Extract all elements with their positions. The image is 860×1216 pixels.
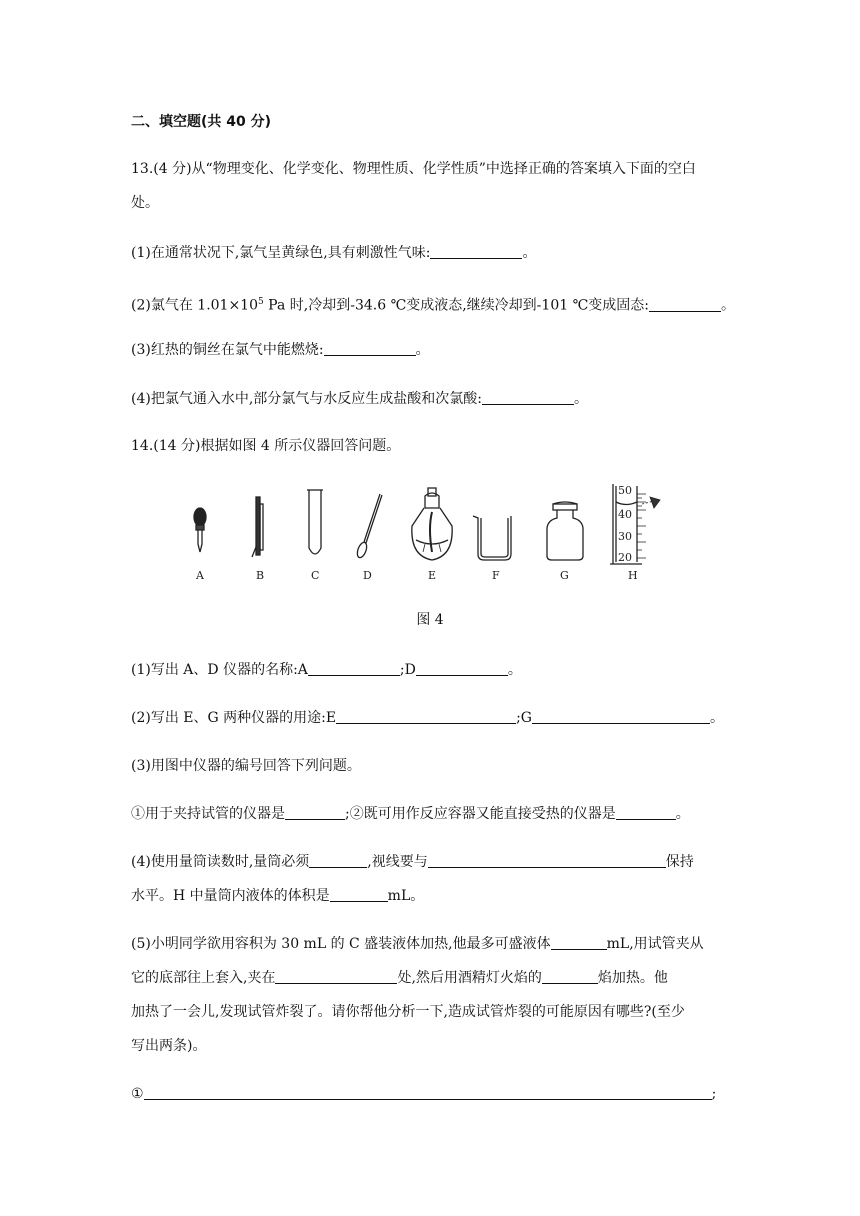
q14-part3-sub bbox=[131, 804, 690, 824]
q14-part2-text-e: (2)写出 E、G 两种仪器的用途:E bbox=[131, 710, 337, 726]
q14-part3-sub-a: ①用于夹持试管的仪器是 bbox=[131, 806, 285, 822]
test-tube-icon bbox=[307, 490, 323, 554]
figure-label: G bbox=[560, 569, 569, 582]
end-mark: 。 bbox=[507, 662, 522, 678]
q13-part2-text-b: Pa 时,冷却到-34.6 ℃变成液态,继续冷却到-101 ℃变成固态: bbox=[263, 297, 649, 314]
q14-part1-text-a: (1)写出 A、D 仪器的名称:A bbox=[131, 662, 308, 678]
q14-part5-line2-a: 它的底部往上套入,夹在 bbox=[131, 970, 276, 986]
q13-part4 bbox=[131, 389, 588, 409]
answer-blank[interactable] bbox=[616, 805, 676, 820]
q13-part4-text: (4)把氯气通入水中,部分氯气与水反应生成盐酸和次氯酸: bbox=[131, 391, 482, 407]
q14-part2-text-g: ;G bbox=[516, 710, 532, 726]
end-mark: 。 bbox=[720, 297, 735, 314]
answer-marker: ① bbox=[131, 1086, 144, 1102]
answer-blank[interactable] bbox=[430, 244, 522, 259]
q13-part3-text: (3)红热的铜丝在氯气中能燃烧: bbox=[131, 342, 324, 358]
q14-part5-text-a: (5)小明同学欲用容积为 30 mL 的 C 盛装液体加热,他最多可盛液体 bbox=[131, 936, 551, 952]
q14-part5-line1 bbox=[131, 934, 704, 954]
alcohol-lamp-icon bbox=[412, 488, 452, 560]
q13-part1 bbox=[131, 243, 536, 263]
answer-blank[interactable] bbox=[309, 853, 367, 868]
answer-blank[interactable] bbox=[330, 887, 388, 902]
q14-part4-text-a: (4)使用量筒读数时,量筒必须 bbox=[131, 854, 310, 870]
beaker-icon bbox=[473, 516, 511, 560]
answer-blank[interactable] bbox=[285, 805, 345, 820]
q14-part5-line4: 写出两条)。 bbox=[131, 1038, 207, 1054]
q14-stem: 14.(14 分)根据如图 4 所示仪器回答问题。 bbox=[131, 438, 401, 454]
figure-label: B bbox=[256, 569, 265, 582]
end-mark: 。 bbox=[709, 710, 724, 726]
figure-label: A bbox=[196, 569, 204, 582]
figure-label: H bbox=[628, 569, 638, 582]
figure-label: C bbox=[311, 569, 320, 582]
spatula-icon bbox=[356, 494, 382, 559]
figure-label: F bbox=[492, 569, 500, 582]
q14-part5-line2 bbox=[131, 968, 668, 988]
answer-blank[interactable] bbox=[649, 297, 721, 312]
q13-stem-line1: 13.(4 分)从“物理变化、化学变化、物理性质、化学性质”中选择正确的答案填入下面的空白 bbox=[131, 161, 696, 177]
figure-label: E bbox=[428, 569, 437, 582]
wide-mouth-bottle-icon bbox=[547, 502, 583, 560]
apparatus-figure bbox=[180, 482, 680, 592]
end-mark: 。 bbox=[522, 245, 537, 261]
q13-part2-text-a: (2)氯气在 1.01×10 bbox=[131, 297, 258, 314]
q14-answer-line-1 bbox=[131, 1084, 716, 1104]
q14-part2 bbox=[131, 708, 724, 728]
answer-blank[interactable] bbox=[275, 969, 397, 984]
answer-blank[interactable] bbox=[428, 853, 666, 868]
q14-part3-sub-b: ;②既可用作反应容器又能直接受热的仪器是 bbox=[345, 806, 616, 822]
end-mark: 。 bbox=[415, 342, 430, 358]
q14-part4-line2-b: mL。 bbox=[387, 888, 425, 904]
answer-blank[interactable] bbox=[144, 1085, 712, 1100]
q13-part2 bbox=[131, 292, 735, 316]
cylinder-tick-label: 20 bbox=[618, 551, 632, 564]
answer-blank[interactable] bbox=[482, 390, 574, 405]
figure-label: D bbox=[363, 569, 372, 582]
answer-blank[interactable] bbox=[416, 661, 508, 676]
exponent: 5 bbox=[258, 297, 264, 307]
answer-blank[interactable] bbox=[542, 969, 598, 984]
answer-blank[interactable] bbox=[532, 709, 710, 724]
q14-part4-text-b: ,视线要与 bbox=[367, 854, 428, 870]
q13-part1-text: (1)在通常状况下,氯气呈黄绿色,具有刺激性气味: bbox=[131, 245, 431, 261]
answer-blank[interactable] bbox=[324, 341, 416, 356]
q14-part4-line2 bbox=[131, 886, 424, 906]
q14-part1 bbox=[131, 660, 522, 680]
q14-part5-line3: 加热了一会儿,发现试管炸裂了。请你帮他分析一下,造成试管炸裂的可能原因有哪些?(至少 bbox=[131, 1004, 685, 1020]
q14-part4-line1 bbox=[131, 852, 694, 872]
end-mark: 。 bbox=[675, 806, 690, 822]
cylinder-tick-label: 40 bbox=[618, 508, 632, 521]
q14-part5-line2-c: 焰加热。他 bbox=[597, 970, 668, 986]
section-title: 二、填空题(共 40 分) bbox=[131, 114, 272, 130]
answer-end-mark: ; bbox=[711, 1086, 717, 1102]
answer-blank[interactable] bbox=[308, 661, 400, 676]
q13-stem-line2: 处。 bbox=[131, 195, 159, 211]
q14-part5-line2-b: 处,然后用酒精灯火焰的 bbox=[397, 970, 542, 986]
answer-blank[interactable] bbox=[336, 709, 516, 724]
q14-part4-text-c: 保持 bbox=[665, 854, 694, 870]
q14-part4-line2-a: 水平。H 中量筒内液体的体积是 bbox=[131, 888, 330, 904]
q13-part3 bbox=[131, 340, 430, 360]
figure-caption: 图 4 bbox=[416, 612, 444, 628]
end-mark: 。 bbox=[574, 391, 588, 407]
dropper-icon bbox=[194, 508, 206, 552]
q14-part3: (3)用图中仪器的编号回答下列问题。 bbox=[131, 758, 361, 774]
cylinder-tick-label: 50 bbox=[618, 484, 632, 497]
cylinder-tick-label: 30 bbox=[618, 530, 632, 543]
test-tube-holder-icon bbox=[252, 497, 263, 557]
q14-part5-text-b: mL,用试管夹从 bbox=[606, 936, 704, 952]
q14-part1-text-d: ;D bbox=[399, 662, 416, 678]
answer-blank[interactable] bbox=[551, 935, 607, 950]
